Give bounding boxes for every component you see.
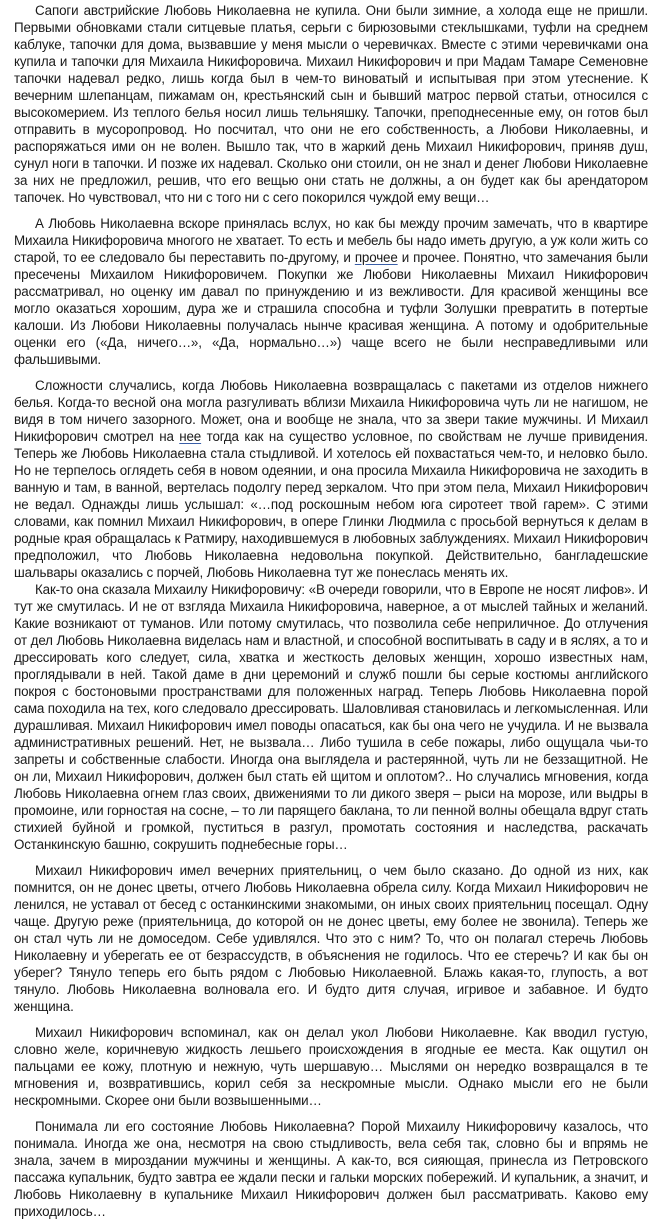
- paragraph-5: [14, 862, 648, 1015]
- paragraph-4: [14, 581, 648, 853]
- paragraph-6: [14, 1024, 648, 1109]
- paragraph-text: и прочее. Понятно, что замечания были пресечены Михаилом Никифоровичем. Покупки же Любови Николаевны Михаил Никифорович рассматривал, но оценку им давал по принуждению и из вежливости. Для красивой женщины все могло оказаться хорошим, дура же и страшила способна и туфли Золушки превратить в потертые калоши. Из Любови Николаевны получалась нынче красивая женщина. А потому и одобрительные оценки его («Да, ничего…», «Да, нормально…») чаще всего не были несправедливыми или фальшивыми.: [14, 250, 648, 367]
- paragraph-text: Михаил Никифорович вспоминал, как он делал укол Любови Николаевне. Как вводил густую, словно желе, коричневую жидкость лешьего происхождения в ягодные ее места. Как ощутил он пальцами ее кожу, плотную и нежную, чуть шершавую… Мыслями он нередко возвращался в те мгновения и, возвратившись, корил себя за нескромные мысли. Однако мысли его не были нескромными. Скорее они были возвышенными…: [14, 1025, 648, 1108]
- paragraph-text: Сапоги австрийские Любовь Николаевна не купила. Они были зимние, а холода еще не пришли. Первыми обновками стали ситцевые платья, серьги с бирюзовыми стеклышками, туфли на среднем каблуке, тапочки для дома, вызвавшие у меня мысли о черевичках. Вместе с этими черевичками она купила и тапочки для Михаила Никифоровича. Михаил Никифорович и при Мадам Тамаре Семеновне тапочки надевал редко, лишь когда был в чем-то виноватый и испытывая при этом утеснение. К вечерним шлепанцам, пижамам он, крестьянский сын и бывший матрос первой статьи, относился с высокомерием. Из теплого белья носил лишь тельняшку. Тапочки, преподнесенные ему, он готов был отправить в мусоропровод. Но посчитал, что они не его собственность, а Любови Николаевны, и распоряжаться ими он не волен. Вышло так, что в жаркий день Михаил Никифорович, приняв душ, сунул ноги в тапочки. И позже их надевал. Сколько они стоили, он не знал и денег Любови Николаевне за них не предложил, решив, что его вещью они стать не должны, а он будет как бы арендатором тапочек. Но чувствовал, что ни с того ни с сего покорился чуждой ему вещи…: [14, 3, 648, 205]
- spellcheck-underlined-word[interactable]: нее: [179, 429, 202, 444]
- paragraph-text: Понимала ли его состояние Любовь Николаевна? Порой Михаилу Никифоровичу казалось, что понимала. Иногда же она, несмотря на свою стыдливость, вела себя так, словно бы и впрямь не знала, зачем в мироздании мужчины и женщины. А как-то, вся сияющая, принесла из Петровского пассажа купальник, будто завтра ее ждали пески и гальки морских побережий. И купальник, а значит, и Любовь Николаевну в купальнике Михаил Никифорович должен был рассматривать. Каково ему приходилось…: [14, 1119, 648, 1219]
- paragraph-2: [14, 215, 648, 368]
- paragraph-1: [14, 2, 648, 206]
- document-page: [14, 2, 648, 1220]
- paragraph-3: [14, 377, 648, 581]
- paragraph-text: Михаил Никифорович имел вечерних приятельниц, о чем было сказано. До одной из них, как помнится, он не донес цветы, отчего Любовь Николаевна обрела силу. Когда Михаил Никифорович не ленился, не уставал от бесед с останкинскими знакомыми, он иных своих приятельниц посещал. Одну чаще. Другую реже (приятельница, до которой он не донес цветы, ему более не звонила). Теперь же он стал чуть ли не домоседом. Себе удивлялся. Что это с ним? То, что он полагал стеречь Любовь Николаевну и уберегать ее от безрассудств, в объяснения не годилось. Что ее стеречь? И как бы он уберег? Тянуло теперь его быть рядом с Любовью Николаевной. Блажь какая-то, глупость, а вот тянуло. Любовь Николаевна волновала его. И будто дитя случая, игривое и забавное. И будто женщина.: [14, 863, 648, 1014]
- spellcheck-underlined-word[interactable]: прочее: [354, 250, 398, 265]
- paragraph-text: тогда как на существо условное, по свойствам не лучше привидения. Теперь же Любовь Николаевна стала стыдливой. И хотелось ей похвастаться чем-то, и неловко было. Но не терпелось оглядеть себя в новом одеянии, и она просила Михаила Никифоровича не заходить в ванную и там, в ванной, вертелась подолгу перед зеркалом. Что при этом пела, Михаил Никифорович не ведал. Однажды лишь услышал: «…под роскошным небом юга сиротеет твой гарем». С этими словами, как помнил Михаил Никифорович, в опере Глинки Людмила с просьбой вернуться к делам в родные края обращалась к Ратмиру, находившемуся в любовных заблуждениях. Михаил Никифорович предположил, что Любовь Николаевна недовольна покупкой. Действительно, бангладешские шальвары оказались с порчей, Любовь Николаевна тут же понеслась менять их.: [14, 429, 649, 580]
- paragraph-text: А Любовь Николаевна вскоре принялась вслух, но как бы между прочим замечать, что в квартире Михаила Никифоровича многого не хватает. То есть и мебель бы надо иметь другую, а уж коли жить со старой, то ее следовало бы переставить по-другому, и: [14, 216, 648, 265]
- paragraph-text: Сложности случались, когда Любовь Николаевна возвращалась с пакетами из отделов нижнего белья. Когда-то весной она могла разгуливать вблизи Михаила Никифоровича чуть ли не нагишом, не видя в том ничего зазорного. Может, она и вообще не знала, что за звери такие мужчины. И Михаил Никифорович смотрел на: [14, 378, 648, 444]
- paragraph-7: [14, 1118, 648, 1220]
- paragraph-text: Как-то она сказала Михаилу Никифоровичу: «В очереди говорили, что в Европе не носят лифов». И тут же смутилась. И не от взгляда Михаила Никифоровича, наверное, а от мыслей тайных и желаний. Какие возникают от туманов. Или потому смутилась, что позволила себе неприличное. До отлучения от дел Любовь Николаевна виделась нам и властной, и способной воспитывать в саду и в яслях, а то и дрессировать кого следует, сила, хватка и жесткость деловых женщин, хорошо известных нам, проглядывали в ней. Такой даме в дни церемоний и служб пошли бы серые костюмы английского покроя с бостоновыми пространствами для положенных наград. Теперь Любовь Николаевна порой сама походила на тех, кого следовало дрессировать. Шаловливая становилась и легкомысленная. Или дурашливая. Михаил Никифорович имел поводы опасаться, как бы она чего не учудила. И не вызвала административных решений. Нет, не вызвала… Либо тушила в себе пожары, либо ощущала чьи-то запреты и собственные слабости. Иногда она выглядела и растерянной, чуть ли не беззащитной. Не он ли, Михаил Никифорович, должен был стать ей щитом и оплотом?.. Но случались мгновения, когда Любовь Николаевна огнем глаз своих, движениями то ли дикого зверя – рыси на морозе, или выдры в промоине, или горностая на сосне, – то ли парящего баклана, то ли пенной волны обещала вдруг стать стихией буйной и громкой, пуститься в разгул, промотать состояния и наследства, раскачать Останкинскую башню, сокрушить поднебесные горы…: [14, 582, 648, 852]
